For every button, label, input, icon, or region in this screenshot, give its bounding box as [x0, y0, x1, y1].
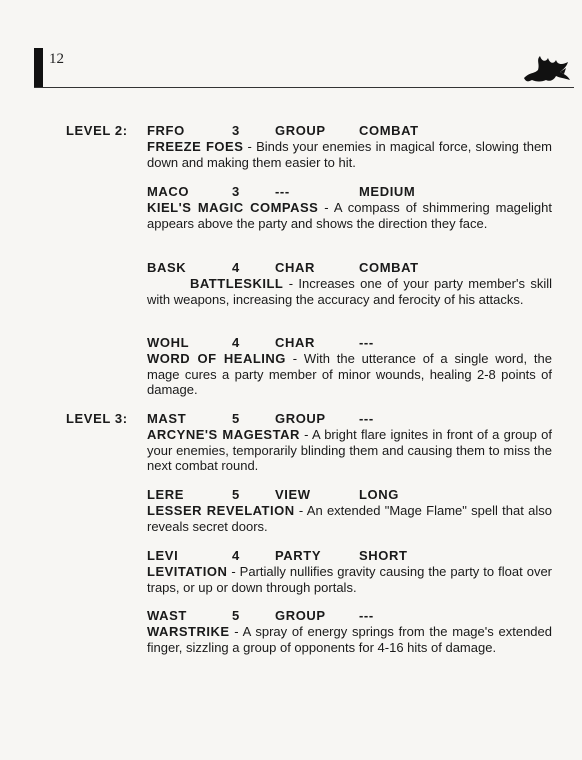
- spell-target: CHAR: [275, 335, 315, 350]
- spell-name: LESSER REVELATION: [147, 503, 295, 518]
- spell-description: [147, 276, 552, 307]
- spell-text: - A bright flare ignites in front of a group of your enemies, temporarily blinding them and causing them to miss the next combat round.: [147, 427, 552, 473]
- spell-target: PARTY: [275, 548, 322, 563]
- spell-header: [147, 487, 552, 503]
- spell-description: [147, 503, 552, 534]
- spell-range: COMBAT: [359, 260, 419, 275]
- spell-code: LERE: [147, 487, 185, 502]
- spell-header: [147, 608, 552, 624]
- spell-header: [147, 260, 552, 276]
- page-number: 12: [49, 51, 64, 67]
- spell-header: [147, 411, 552, 427]
- spell-target: CHAR: [275, 260, 315, 275]
- spell-range: SHORT: [359, 548, 408, 563]
- level-label: LEVEL 2:: [66, 123, 128, 138]
- spell-description: [147, 351, 552, 398]
- spell-code: LEVI: [147, 548, 179, 563]
- spell-cost: 3: [232, 184, 240, 199]
- spell-text: - A compass of shimmering magelight appears above the party and shows the direction they face.: [147, 200, 552, 231]
- spell-cost: 4: [232, 335, 240, 350]
- spell-entry: [147, 123, 552, 170]
- spell-target: ---: [275, 184, 290, 199]
- spell-description: [147, 624, 552, 655]
- spell-text: - Binds your enemies in magical force, slowing them down and making them easier to hit.: [147, 139, 552, 170]
- spell-entry: [147, 487, 552, 534]
- spell-range: ---: [359, 411, 374, 426]
- spell-range: ---: [359, 335, 374, 350]
- spell-header: [147, 184, 552, 200]
- spell-entry: [147, 411, 552, 474]
- spell-target: GROUP: [275, 123, 326, 138]
- spell-target: GROUP: [275, 411, 326, 426]
- spell-target: GROUP: [275, 608, 326, 623]
- spell-code: MAST: [147, 411, 187, 426]
- spell-name: KIEL'S MAGIC COMPASS: [147, 200, 319, 215]
- spell-code: WAST: [147, 608, 187, 623]
- spell-header: [147, 548, 552, 564]
- spell-text: - Increases one of your party member's skill with weapons, increasing the accuracy and ferocity of his attacks.: [147, 276, 552, 307]
- header-bar: [34, 48, 43, 88]
- spell-name: ARCYNE'S MAGESTAR: [147, 427, 300, 442]
- spell-code: FRFO: [147, 123, 185, 138]
- spell-text: - An extended "Mage Flame" spell that also reveals secret doors.: [147, 503, 552, 534]
- level-label: LEVEL 3:: [66, 411, 128, 426]
- spell-header: [147, 123, 552, 139]
- spell-code: MACO: [147, 184, 190, 199]
- spell-cost: 5: [232, 411, 240, 426]
- spell-target: VIEW: [275, 487, 311, 502]
- spell-text: - Partially nullifies gravity causing the party to float over traps, or up or down through portals.: [147, 564, 552, 595]
- spell-entry: [147, 184, 552, 231]
- spell-cost: 4: [232, 548, 240, 563]
- header-rule: [34, 87, 574, 88]
- spell-code: BASK: [147, 260, 187, 275]
- spell-range: ---: [359, 608, 374, 623]
- spell-description: [147, 427, 552, 474]
- spell-cost: 5: [232, 487, 240, 502]
- spell-header: [147, 335, 552, 351]
- dragon-icon: [520, 52, 572, 84]
- spell-name: BATTLESKILL: [190, 276, 284, 291]
- spell-name: FREEZE FOES: [147, 139, 244, 154]
- spell-entry: [147, 260, 552, 307]
- spell-description: [147, 139, 552, 170]
- spell-cost: 4: [232, 260, 240, 275]
- spell-description: [147, 564, 552, 595]
- spell-range: COMBAT: [359, 123, 419, 138]
- spell-code: WOHL: [147, 335, 190, 350]
- spell-entry: [147, 548, 552, 595]
- spell-range: LONG: [359, 487, 399, 502]
- spell-description: [147, 200, 552, 231]
- spell-text: - A spray of energy springs from the mage's extended finger, sizzling a group of opponents for 4-16 hits of damage.: [147, 624, 552, 655]
- spell-entry: [147, 608, 552, 655]
- spell-name: WARSTRIKE: [147, 624, 230, 639]
- spell-text: - With the utterance of a single word, the mage cures a party member of minor wounds, healing 2-8 points of damage.: [147, 351, 552, 397]
- spell-name: WORD OF HEALING: [147, 351, 286, 366]
- spell-cost: 5: [232, 608, 240, 623]
- spell-cost: 3: [232, 123, 240, 138]
- spell-entry: [147, 335, 552, 398]
- spell-name: LEVITATION: [147, 564, 228, 579]
- spell-range: MEDIUM: [359, 184, 416, 199]
